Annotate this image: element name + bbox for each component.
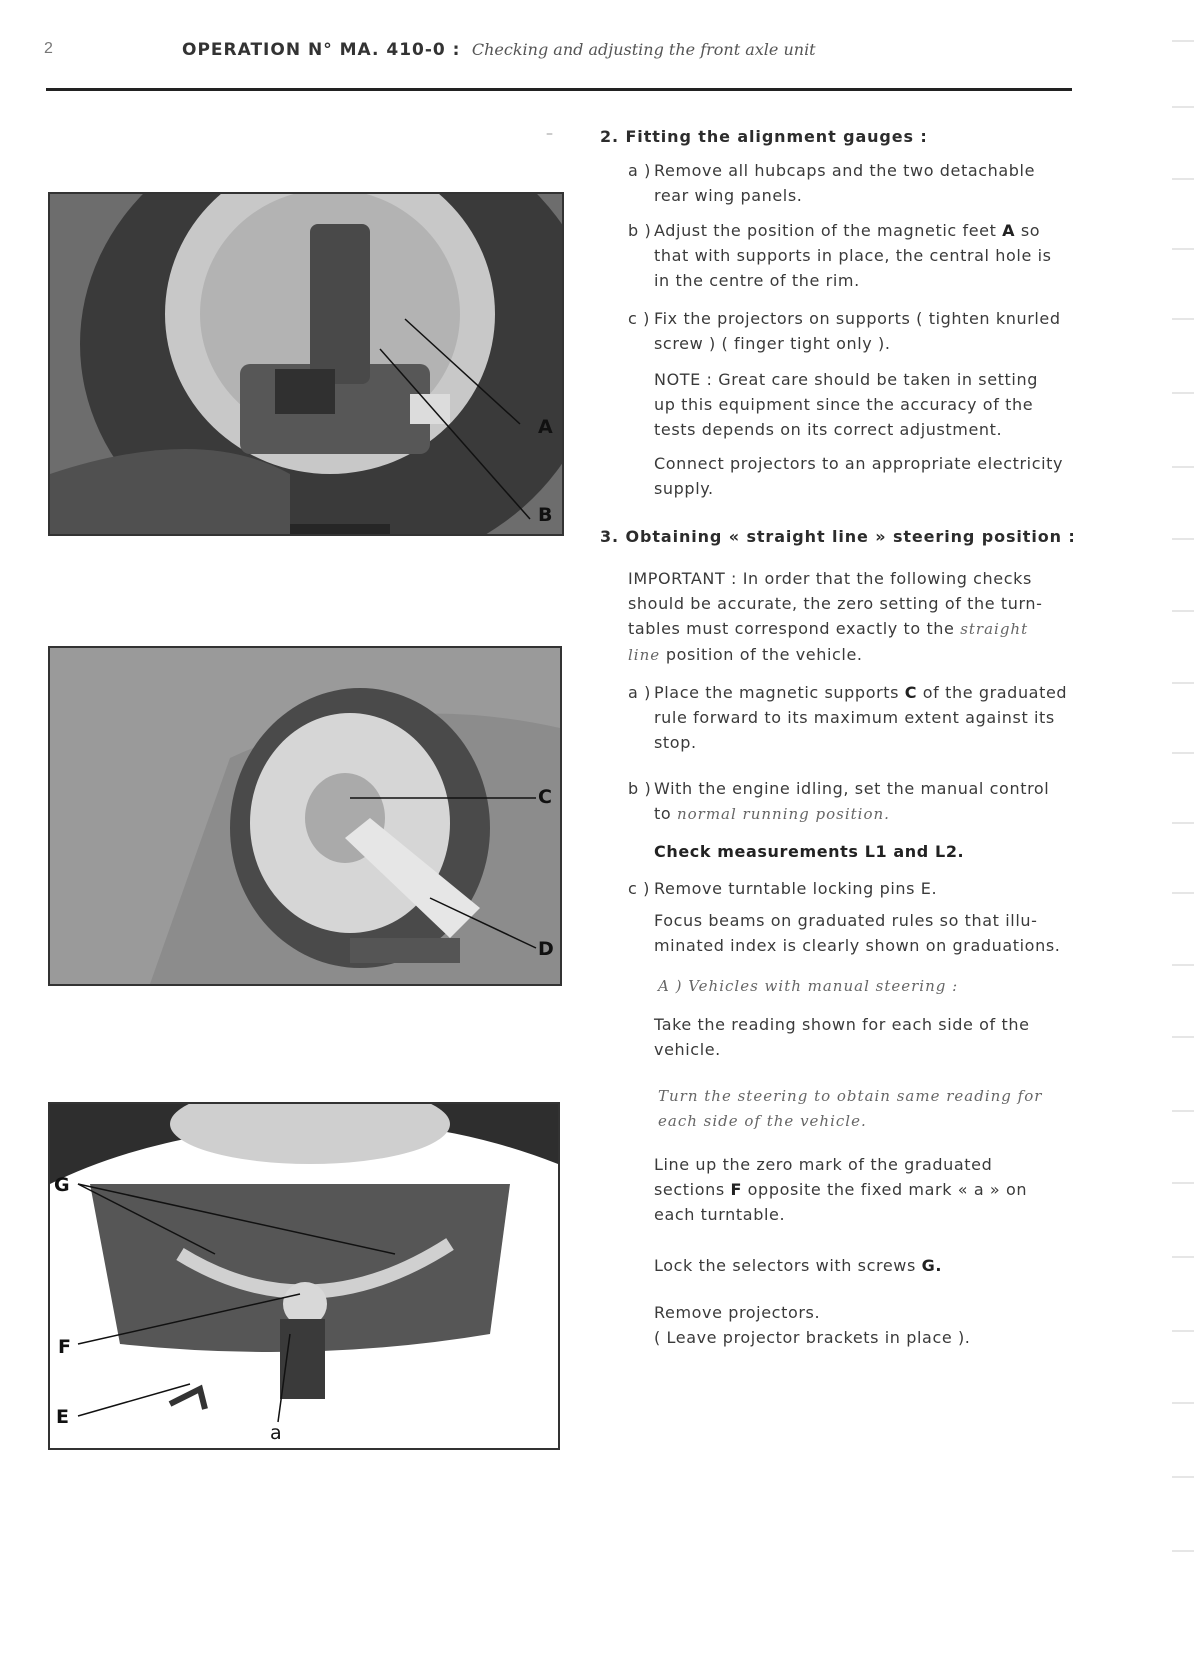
- line-text: Line up the zero mark of the graduated: [654, 1155, 993, 1174]
- step-marker: a ): [628, 161, 651, 180]
- connect-text: Connect projectors to an appropriate electricity: [654, 454, 1064, 473]
- remove-text: Remove projectors.: [654, 1303, 821, 1322]
- ref-G: G.: [921, 1256, 943, 1275]
- step-2b: [628, 218, 1088, 293]
- step-text: Fix the projectors on supports ( tighten knurled: [654, 309, 1061, 328]
- operation-subtitle: Checking and adjusting the front axle unit: [471, 40, 816, 59]
- step-text: in the centre of the rim.: [654, 271, 860, 290]
- step-3b: [628, 776, 1094, 827]
- photo-projector-on-wheel: [48, 192, 564, 536]
- take-text: vehicle.: [654, 1040, 721, 1059]
- leave-text: ( Leave projector brackets in place ).: [654, 1328, 971, 1347]
- line-up-block: [654, 1152, 1094, 1227]
- focus-text: minated index is clearly shown on graduations.: [654, 936, 1061, 955]
- take-reading-block: [654, 1012, 1094, 1062]
- step-3a: [628, 680, 1094, 755]
- step-text: rule forward to its maximum extent against its: [654, 708, 1055, 727]
- step-marker: b ): [628, 221, 652, 240]
- step-marker: b ): [628, 779, 652, 798]
- step-text: to: [654, 804, 672, 823]
- important-text: tables must correspond exactly to the: [628, 619, 955, 638]
- section-3-heading: 3. Obtaining « straight line » steering position :: [600, 527, 1076, 546]
- step-text: stop.: [654, 733, 697, 752]
- photo-turntable: [48, 1102, 560, 1450]
- step-text: of the graduated: [922, 683, 1068, 702]
- label-A: A: [538, 416, 553, 438]
- label-a: a: [270, 1422, 282, 1444]
- line-text: each turntable.: [654, 1205, 786, 1224]
- page-number: 2: [44, 40, 53, 57]
- step-text: With the engine idling, set the manual control: [654, 779, 1050, 798]
- important-text: position of the vehicle.: [665, 645, 863, 664]
- label-F: F: [58, 1336, 71, 1358]
- connect-text: supply.: [654, 479, 714, 498]
- ref-C: C: [904, 683, 918, 702]
- label-E: E: [56, 1406, 69, 1428]
- photo-rule-drawing: [50, 648, 560, 984]
- step-text: that with supports in place, the central hole is: [654, 246, 1052, 265]
- focus-block: [654, 908, 1094, 958]
- ref-F: F: [730, 1180, 742, 1199]
- photo-turntable-drawing: [50, 1104, 558, 1448]
- operation-number: OPERATION N° MA. 410-0 :: [182, 40, 461, 60]
- lock-text: Lock the selectors with screws: [654, 1256, 916, 1275]
- important-italic: line: [628, 646, 661, 664]
- turn-text: Turn the steering to obtain same reading for: [658, 1087, 1043, 1105]
- label-B: B: [538, 504, 553, 526]
- remove-block: [654, 1300, 1094, 1350]
- photo-graduated-rule: [48, 646, 562, 986]
- note-text: tests depends on its correct adjustment.: [654, 420, 1003, 439]
- focus-text: Focus beams on graduated rules so that illu-: [654, 911, 1038, 930]
- step-text: rear wing panels.: [654, 186, 803, 205]
- vehicles-manual-steering: A ) Vehicles with manual steering :: [658, 977, 959, 995]
- step-marker: c ): [628, 879, 650, 898]
- step-text: Remove all hubcaps and the two detachable: [654, 161, 1036, 180]
- step-marker: c ): [628, 309, 650, 328]
- line-text: opposite the fixed mark « a » on: [747, 1180, 1028, 1199]
- step-italic: normal running position.: [676, 805, 890, 823]
- step-text: Adjust the position of the magnetic feet: [654, 221, 997, 240]
- take-text: Take the reading shown for each side of the: [654, 1015, 1030, 1034]
- step-text: screw ) ( finger tight only ).: [654, 334, 891, 353]
- important-text: should be accurate, the zero setting of the turn-: [628, 594, 1043, 613]
- note-block: [654, 367, 1094, 442]
- section-2-heading: 2. Fitting the alignment gauges :: [600, 127, 928, 146]
- important-text: IMPORTANT : In order that the following checks: [628, 569, 1032, 588]
- important-block: [628, 566, 1094, 668]
- step-text: so: [1020, 221, 1041, 240]
- step-marker: a ): [628, 683, 651, 702]
- turn-steering-block: [658, 1084, 1098, 1134]
- connect-block: [654, 451, 1094, 501]
- photo-projector-drawing: [50, 194, 562, 534]
- step-3c: [628, 876, 1094, 901]
- label-C: C: [538, 786, 552, 808]
- line-text: sections: [654, 1180, 725, 1199]
- step-text: Place the magnetic supports: [654, 683, 900, 702]
- label-G: G: [54, 1174, 70, 1196]
- note-text: up this equipment since the accuracy of the: [654, 395, 1034, 414]
- margin-dash: –: [546, 126, 553, 142]
- important-italic: straight: [960, 620, 1029, 638]
- page-header: [182, 40, 816, 60]
- label-D: D: [538, 938, 554, 960]
- step-2c: [628, 306, 1088, 356]
- step-text: Remove turntable locking pins E.: [654, 879, 938, 898]
- check-measurements: Check measurements L1 and L2.: [654, 842, 965, 861]
- turn-text: each side of the vehicle.: [658, 1112, 867, 1130]
- step-2a: [628, 158, 1088, 208]
- note-text: NOTE : Great care should be taken in setting: [654, 370, 1038, 389]
- ref-A: A: [1002, 221, 1016, 240]
- header-rule: [46, 88, 1072, 91]
- lock-block: [654, 1253, 1094, 1278]
